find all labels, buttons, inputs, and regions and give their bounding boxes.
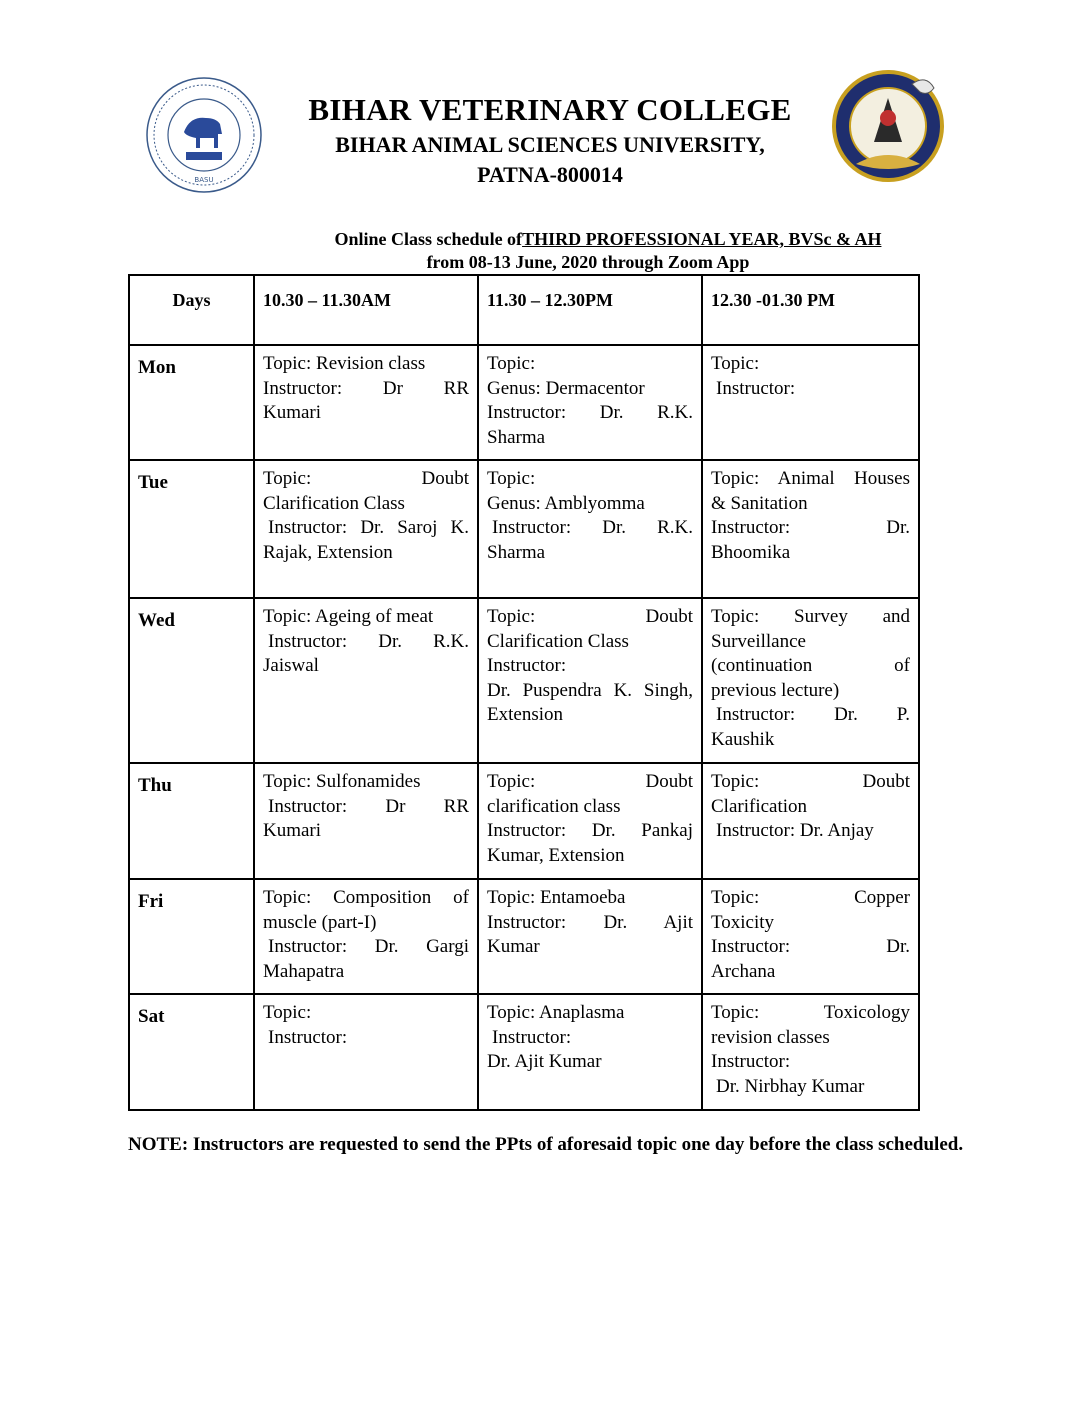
cell-line: Instructor: Dr. R.K. bbox=[268, 630, 469, 652]
cell-line: Toxicity bbox=[711, 911, 775, 933]
day-cell: Fri bbox=[129, 879, 254, 994]
svg-text:BASU: BASU bbox=[194, 176, 214, 184]
cell-line: Topic: Doubt bbox=[711, 771, 910, 792]
class-cell bbox=[254, 994, 478, 1110]
cell-line: Clarification Class bbox=[263, 492, 405, 514]
cell-line: Archana bbox=[711, 960, 776, 982]
cell-line: Extension bbox=[487, 704, 563, 725]
cell-line: Instructor: bbox=[492, 1026, 572, 1048]
schedule-year: THIRD PROFESSIONAL YEAR, BVSc & AH bbox=[522, 229, 882, 249]
cell-line: Topic: Survey and bbox=[711, 606, 910, 627]
college-name: BIHAR VETERINARY COLLEGE bbox=[308, 92, 792, 127]
header-slot-2: 11.30 – 12.30PM bbox=[478, 275, 702, 345]
cell-line: Topic: Animal Houses bbox=[711, 468, 910, 489]
cell-line: Topic: Revision class bbox=[263, 353, 426, 374]
cell-line: Instructor: Dr. R.K. bbox=[492, 517, 693, 538]
cell-line: Genus: Amblyomma bbox=[487, 492, 645, 514]
day-cell: Tue bbox=[129, 460, 254, 598]
cell-line: muscle (part-I) bbox=[263, 911, 377, 933]
cell-line: Instructor: Dr. Anjay bbox=[716, 820, 874, 841]
cell-line: Kumar, Extension bbox=[487, 844, 625, 866]
header-slot-1: 10.30 – 11.30AM bbox=[254, 275, 478, 345]
cell-line: Topic: Toxicology bbox=[711, 1002, 910, 1023]
cell-line: Instructor: Dr RR bbox=[268, 795, 469, 817]
cell-line: Instructor: Dr. P. bbox=[716, 704, 910, 725]
cell-line: Topic: Doubt bbox=[263, 468, 469, 489]
schedule-title-prefix: Online Class schedule of bbox=[334, 229, 523, 249]
schedule-table bbox=[128, 274, 920, 1111]
cell-line: Kumar bbox=[487, 936, 540, 957]
cell-line: Instructor: Dr. Pankaj bbox=[487, 820, 693, 841]
class-cell bbox=[702, 345, 919, 460]
cell-line: Rajak, Extension bbox=[263, 541, 393, 563]
class-cell bbox=[254, 460, 478, 598]
cell-line: Instructor: Dr. Gargi bbox=[268, 936, 469, 957]
class-cell bbox=[254, 598, 478, 763]
cell-line: Surveillance bbox=[711, 630, 806, 652]
class-cell bbox=[254, 345, 478, 460]
cell-line: Sharma bbox=[487, 426, 546, 448]
cell-line: & Sanitation bbox=[711, 492, 808, 514]
cell-line: Dr. Puspendra K. Singh, bbox=[487, 679, 693, 701]
class-cell bbox=[702, 879, 919, 994]
cell-line: Clarification Class bbox=[487, 630, 629, 652]
cell-line: Jaiswal bbox=[263, 655, 319, 676]
cell-line: Topic: bbox=[711, 353, 760, 374]
cell-line: Topic: Copper bbox=[711, 887, 910, 908]
schedule-dates: from 08-13 June, 2020 through Zoom App bbox=[426, 252, 750, 272]
cell-line: Instructor: Dr. R.K. bbox=[487, 402, 693, 423]
class-cell bbox=[478, 598, 702, 763]
day-cell: Wed bbox=[129, 598, 254, 763]
class-cell bbox=[478, 994, 702, 1110]
cell-line: Topic: Entamoeba bbox=[487, 887, 626, 908]
table-row bbox=[129, 345, 919, 460]
cell-line: Instructor: bbox=[487, 655, 567, 676]
schedule-title bbox=[108, 229, 1088, 250]
cell-line: Topic: Doubt bbox=[487, 606, 693, 627]
day-cell: Thu bbox=[129, 763, 254, 879]
cell-line: clarification class bbox=[487, 795, 621, 817]
cell-line: Instructor: bbox=[716, 377, 796, 399]
cell-line: Topic: Doubt bbox=[487, 771, 693, 792]
class-cell bbox=[702, 994, 919, 1110]
university-seal-icon bbox=[140, 74, 268, 196]
header-days: Days bbox=[129, 275, 254, 345]
cell-line: Dr. Nirbhay Kumar bbox=[716, 1075, 865, 1097]
cell-line: Clarification bbox=[711, 795, 808, 817]
cell-line: Dr. Ajit Kumar bbox=[487, 1051, 602, 1072]
cell-line: Topic: Anaplasma bbox=[487, 1002, 625, 1023]
cell-line: Instructor: Dr. Ajit bbox=[487, 911, 693, 933]
table-row bbox=[129, 763, 919, 879]
cell-line: Kaushik bbox=[711, 728, 775, 750]
header-slot-3: 12.30 -01.30 PM bbox=[702, 275, 919, 345]
class-cell bbox=[478, 763, 702, 879]
class-cell bbox=[254, 763, 478, 879]
cell-line: Topic: bbox=[487, 468, 536, 489]
class-cell bbox=[478, 460, 702, 598]
cell-line: Topic: Ageing of meat bbox=[263, 606, 434, 627]
table-row bbox=[129, 460, 919, 598]
cell-line: Instructor: bbox=[711, 1051, 791, 1072]
cell-line: Instructor: Dr. bbox=[711, 936, 910, 957]
cell-line: Kumari bbox=[263, 820, 322, 841]
table-row bbox=[129, 994, 919, 1110]
cell-line: Bhoomika bbox=[711, 541, 791, 563]
table-row bbox=[129, 598, 919, 763]
cell-line: Topic: Composition of bbox=[263, 887, 469, 908]
cell-line: Sharma bbox=[487, 541, 546, 563]
cell-line: (continuation of bbox=[711, 655, 910, 676]
cell-line: Genus: Dermacentor bbox=[487, 377, 645, 399]
college-emblem-icon bbox=[826, 68, 964, 192]
cell-line: Topic: bbox=[487, 353, 536, 374]
class-cell bbox=[702, 598, 919, 763]
class-cell bbox=[702, 460, 919, 598]
cell-line: Instructor: Dr. Saroj K. bbox=[268, 517, 469, 538]
university-name: BIHAR ANIMAL SCIENCES UNIVERSITY, bbox=[335, 132, 765, 157]
table-row bbox=[129, 879, 919, 994]
class-cell bbox=[478, 345, 702, 460]
city-line: PATNA-800014 bbox=[477, 162, 623, 187]
day-cell: Sat bbox=[129, 994, 254, 1110]
cell-line: Instructor: Dr RR bbox=[263, 377, 469, 399]
class-cell bbox=[254, 879, 478, 994]
cell-line: revision classes bbox=[711, 1026, 830, 1048]
cell-line: previous lecture) bbox=[711, 679, 840, 701]
note-text: NOTE: Instructors are requested to send the PPts of aforesaid topic one day before the class scheduled. bbox=[128, 1134, 964, 1155]
cell-line: Instructor: bbox=[268, 1026, 348, 1048]
cell-line: Kumari bbox=[263, 402, 322, 423]
day-cell: Mon bbox=[129, 345, 254, 460]
cell-line: Topic: Sulfonamides bbox=[263, 771, 421, 792]
cell-line: Instructor: Dr. bbox=[711, 517, 910, 538]
class-cell bbox=[702, 763, 919, 879]
cell-line: Mahapatra bbox=[263, 960, 345, 982]
table-header-row bbox=[129, 275, 919, 345]
class-cell bbox=[478, 879, 702, 994]
cell-line: Topic: bbox=[263, 1002, 312, 1023]
